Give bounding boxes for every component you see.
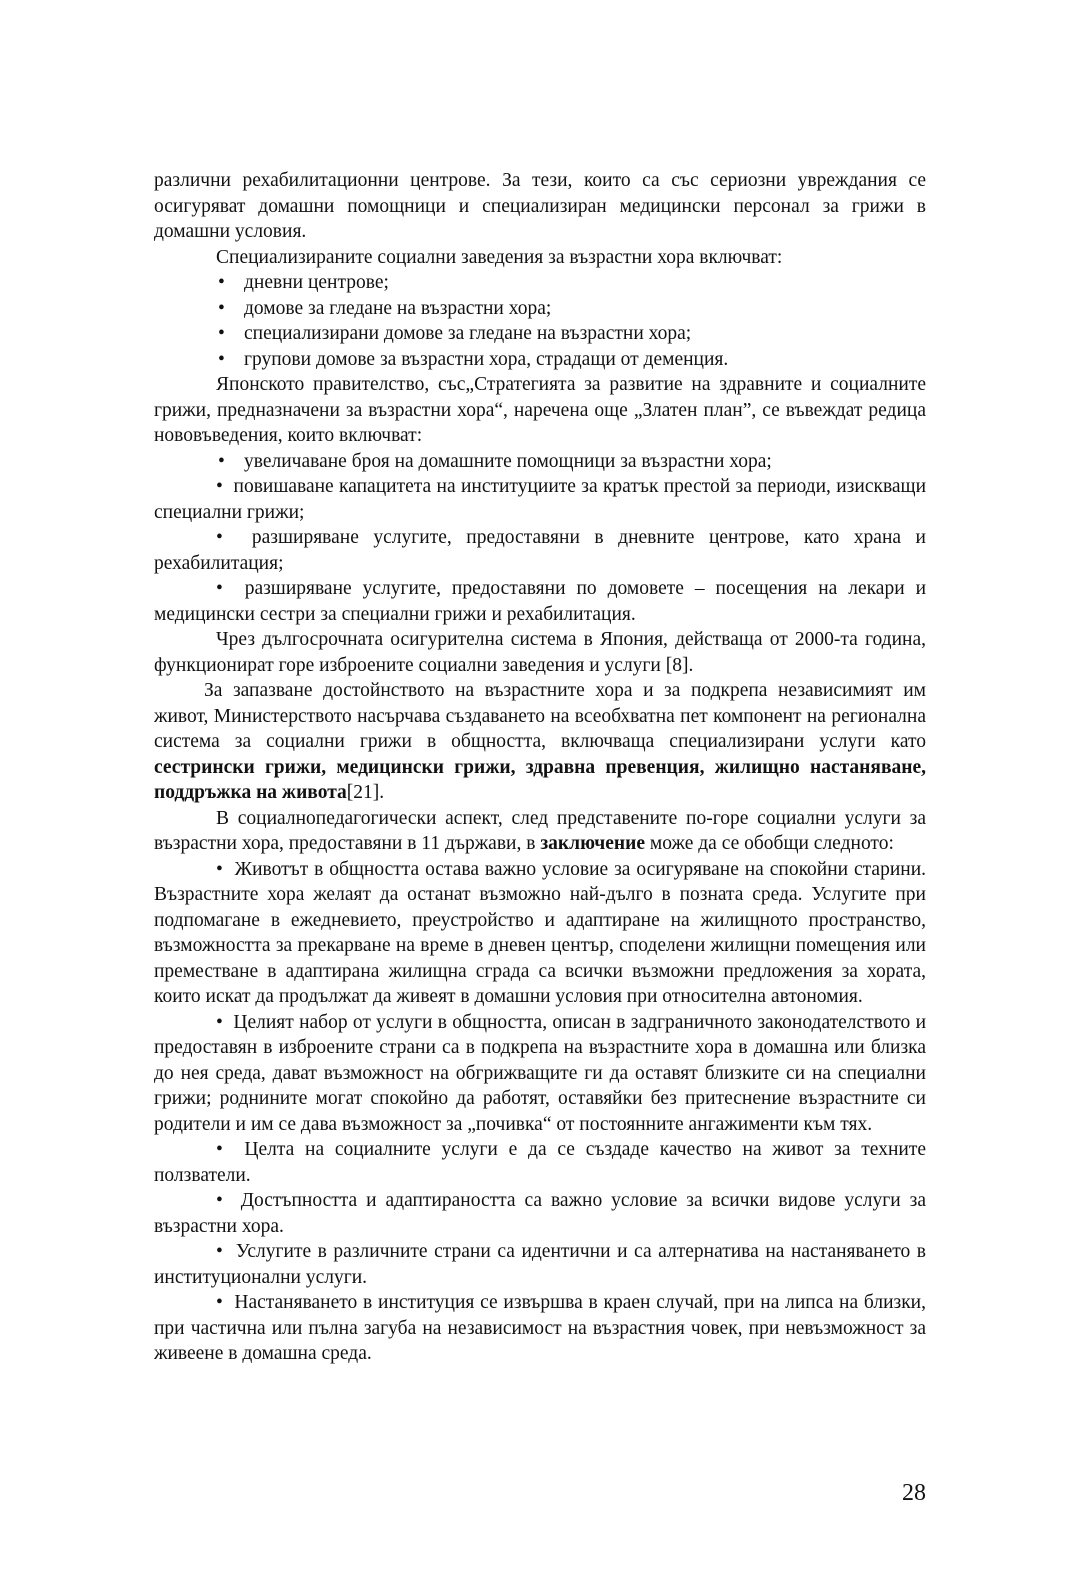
paragraph: За запазване достойнството на възрастните хора и за подкрепа независимият им живот, Министерството насърчава създаването на всеобхватна пет компонент на регионална система за социални грижи в общността, включваща специализирани услуги като сестрински грижи, медицински грижи, здравна превенция, жилищно настаняване, поддръжка на живота[21]. (154, 680, 926, 803)
bullet-paragraph: • Услугите в различните страни са идентични и са алтернатива на настаняването в институционални услуги. (154, 1241, 926, 1288)
list-item-text: разширяване услугите, предоставяни по домовете – посещения на лекари и медицински сестри за специални грижи и рехабилитация. (154, 578, 926, 625)
list-item: • увеличаване броя на домашните помощници за възрастни хора; (216, 449, 926, 475)
list-item: • домове за гледане на възрастни хора; (216, 296, 926, 322)
list-item-text: разширяване услугите, предоставяни в дневните центрове, като храна и рехабилитация; (154, 527, 926, 574)
bullet-paragraph: • Настаняването в институция се извършва в краен случай, при на липса на близки, при частична или пълна загуба на независимост на възрастния човек, при невъзможност за живеене в домашна среда. (154, 1292, 926, 1364)
document-body (154, 168, 926, 1367)
bullet-list (154, 270, 926, 372)
list-item-text: Целият набор от услуги в общността, описан в задграничното законодателството и предоставян в изброените страни са в подкрепа на възрастните хора в домашна или близка до нея среда, дават възможност на обгрижващите ги да оставят близките си на специални грижи; роднините могат спокойно да работят, оставяйки без притеснение възрастните си родители и им се дава възможност за „почивка“ от постоянните ангажименти към тях. (154, 1011, 927, 1135)
paragraph: Чрез дългосрочната осигурителна система в Япония, действаща от 2000-та година, функционират горе изброените социални заведения и услуги [8]. (154, 629, 926, 676)
bullet-paragraph: • разширяване услугите, предоставяни по домовете – посещения на лекари и медицински сестри за специални грижи и рехабилитация. (154, 578, 926, 625)
bullet-paragraph: • Целта на социалните услуги е да се създаде качество на живот за техните ползватели. (154, 1139, 926, 1186)
page-number: 28 (902, 1480, 926, 1506)
paragraph: Специализираните социални заведения за възрастни хора включват: (216, 246, 783, 268)
bullet-paragraph: • разширяване услугите, предоставяни в дневните центрове, като храна и рехабилитация; (154, 527, 926, 574)
list-item-text: Настаняването в институция се извършва в краен случай, при на липса на близки, при частична или пълна загуба на независимост на възрастния човек, при невъзможност за живеене в домашна среда. (154, 1292, 926, 1364)
paragraph: различни рехабилитационни центрове. За тези, които са със сериозни увреждания се осигуряват домашни помощници и специализиран медицински персонал за грижи в домашни условия. (154, 170, 926, 242)
bullet-paragraph: • повишаване капацитета на институциите за кратък престой за периоди, изискващи специални грижи; (154, 476, 927, 523)
paragraph: Японското правителство, със„Стратегията за развитие на здравните и социалните грижи, предназначени за възрастни хора“, наречена още „Златен план”, се въвеждат редица нововъведения, които включват: (154, 374, 926, 446)
bullet-paragraph: • Достъпността и адаптираността са важно условие за всички видове услуги за възрастни хора. (154, 1190, 926, 1237)
list-item-text: Достъпността и адаптираността са важно условие за всички видове услуги за възрастни хора. (154, 1190, 926, 1237)
list-item-text: повишаване капацитета на институциите за кратък престой за периоди, изискващи специални грижи; (154, 476, 927, 523)
list-item: • групови домове за възрастни хора, страдащи от деменция. (216, 347, 926, 373)
bold-text: сестрински грижи, медицински грижи, здравна превенция, жилищно настаняване, поддръжка на живота (154, 756, 926, 803)
list-item-text: Животът в общността остава важно условие за осигуряване на спокойни старини. Възрастните хора желаят да останат възможно най-дълго в позната среда. Услугите при подпомагане в ежедневието, преустройство и адаптиране на жилищното пространство, възможността за прекарване на време в дневен център, споделени жилищни помещения или преместване в адаптирана жилищна сграда са всички възможни предложения за хората, които искат да продължат да живеят в домашни условия при относителна автономия. (154, 858, 927, 1007)
bold-text: заключение (540, 833, 646, 854)
list-item-text: Услугите в различните страни са идентични и са алтернатива на настаняването в институционални услуги. (154, 1241, 926, 1288)
list-item-text: Целта на социалните услуги е да се създаде качество на живот за техните ползватели. (154, 1139, 926, 1186)
list-item: • дневни центрове; (216, 270, 926, 296)
bullet-list (154, 449, 926, 475)
list-item: • специализирани домове за гледане на възрастни хора; (216, 321, 926, 347)
bullet-paragraph: • Животът в общността остава важно условие за осигуряване на спокойни старини. Възрастните хора желаят да останат възможно най-дълго в позната среда. Услугите при подпомагане в ежедневието, преустройство и адаптиране на жилищното пространство, възможността за прекарване на време в дневен център, споделени жилищни помещения или преместване в адаптирана жилищна сграда са всички възможни предложения за хората, които искат да продължат да живеят в домашни условия при относителна автономия. (154, 858, 927, 1007)
paragraph: В социалнопедагогически аспект, след представените по-горе социални услуги за възрастни хора, предоставяни в 11 държави, в заключение може да се обобщи следното: (154, 807, 926, 854)
bullet-paragraph: • Целият набор от услуги в общността, описан в задграничното законодателството и предоставян в изброените страни са в подкрепа на възрастните хора в домашна или близка до нея среда, дават възможност на обгрижващите ги да оставят близките си на специални грижи; роднините могат спокойно да работят, оставяйки без притеснение възрастните си родители и им се дава възможност за „почивка“ от постоянните ангажименти към тях. (154, 1011, 927, 1135)
